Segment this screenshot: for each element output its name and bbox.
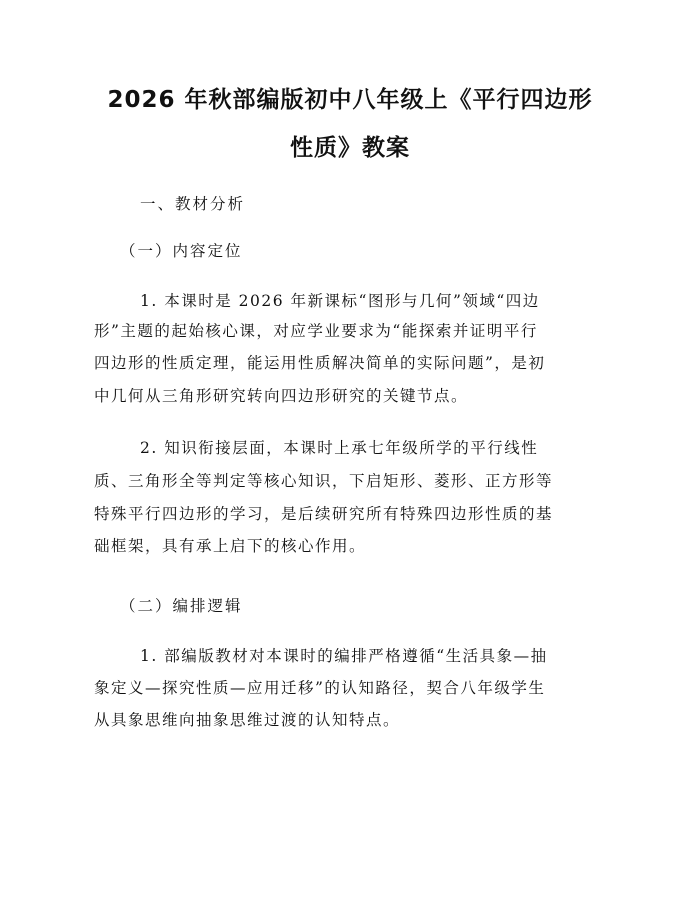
- paragraph-3-line: 1. 部编版教材对本课时的编排严格遵循“生活具象—抽: [140, 647, 548, 665]
- paragraph-2-line: 2. 知识衔接层面，本课时上承七年级所学的平行线性: [140, 439, 539, 457]
- paragraph-2-line: 特殊平行四边形的学习，是后续研究所有特殊四边形性质的基: [94, 505, 554, 523]
- document-title-line-2: 性质》教案: [290, 135, 410, 161]
- paragraph-1-line: 1. 本课时是 2026 年新课标“图形与几何”领域“四边: [140, 292, 540, 310]
- subsection-heading-content-positioning: （一）内容定位: [120, 242, 243, 260]
- paragraph-1-line: 中几何从三角形研究转向四边形研究的关键节点。: [94, 387, 469, 405]
- paragraph-3-line: 象定义—探究性质—应用迁移”的认知路径，契合八年级学生: [94, 679, 546, 697]
- subsection-heading-arrangement-logic: （二）编排逻辑: [120, 597, 243, 615]
- paragraph-2-line: 础框架，具有承上启下的核心作用。: [94, 537, 367, 555]
- document-title-line-1: 2026 年秋部编版初中八年级上《平行四边形: [107, 87, 593, 113]
- section-heading-textbook-analysis: 一、教材分析: [140, 195, 246, 213]
- paragraph-1-line: 四边形的性质定理，能运用性质解决简单的实际问题”，是初: [94, 354, 546, 372]
- paragraph-3-line: 从具象思维向抽象思维过渡的认知特点。: [94, 711, 401, 729]
- paragraph-2-line: 质、三角形全等判定等核心知识，下启矩形、菱形、正方形等: [94, 472, 554, 490]
- paragraph-1-line: 形”主题的起始核心课，对应学业要求为“能探索并证明平行: [94, 322, 538, 340]
